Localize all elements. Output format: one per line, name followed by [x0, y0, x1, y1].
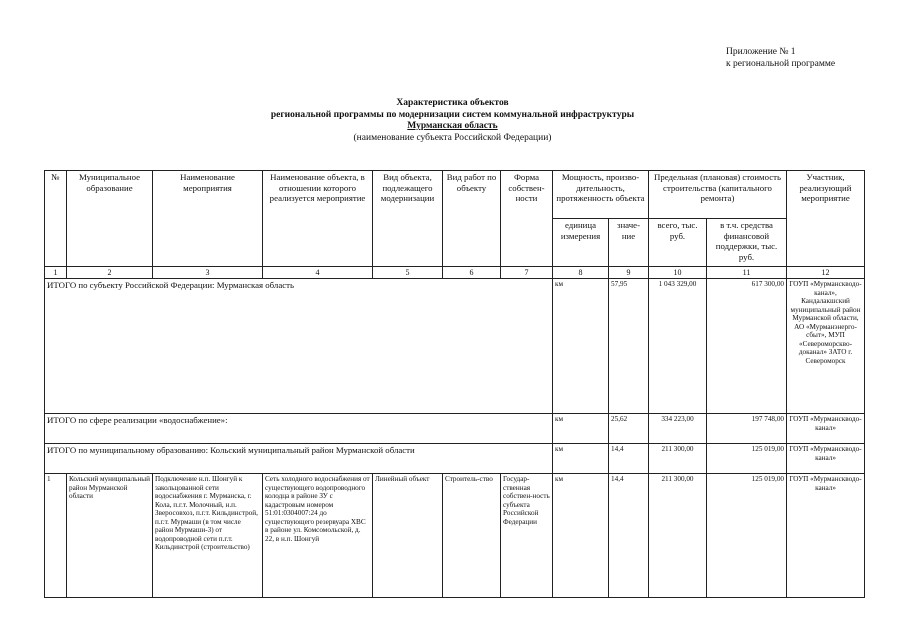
title-region: Мурманская область — [407, 121, 498, 131]
objects-table — [44, 170, 865, 598]
col-number: 4 — [263, 267, 373, 279]
total-subject-value: 57,95 — [609, 279, 649, 414]
row1-municipality: Кольский муниципальный район Мурманской области — [67, 474, 153, 598]
header-cost-support: в т.ч. средства финансовой поддержки, тыс. руб. — [707, 219, 787, 267]
col-number: 11 — [707, 267, 787, 279]
header-work-type: Вид работ по объекту — [443, 171, 501, 267]
header-object: Наименование объекта, в отношении которого реализуется мероприятие — [263, 171, 373, 267]
col-number: 6 — [443, 267, 501, 279]
row1-object-type: Линейный объект — [373, 474, 443, 598]
row1-unit: км — [553, 474, 609, 598]
appendix-note — [726, 46, 835, 70]
row1-object: Сеть холодного водоснабжения от существующего водопроводного колодца в районе ЗУ с кадастровым номером 51:01:0304007:24 до существующего резервуара ХВС в районе ул. Комсомольской, д. 22, в н.п. Шонгуй — [263, 474, 373, 598]
appendix-line-2: к региональной программе — [726, 59, 836, 69]
row1-support: 125 019,00 — [707, 474, 787, 598]
row1-work-type: Строитель-ство — [443, 474, 501, 598]
header-cost-total: всего, тыс. руб. — [649, 219, 707, 267]
header-object-type: Вид объекта, подлежащего модернизации — [373, 171, 443, 267]
total-water-label: ИТОГО по сфере реализации «водоснабжение»: — [45, 414, 553, 444]
total-subject-support: 617 300,00 — [707, 279, 787, 414]
col-number: 3 — [153, 267, 263, 279]
col-number: 7 — [501, 267, 553, 279]
total-municipal-label: ИТОГО по муниципальному образованию: Кольский муниципальный район Мурманской области — [45, 444, 553, 474]
row1-ownership: Государ-ственная собствен-ность субъекта Российской Федерации — [501, 474, 553, 598]
total-water-value: 25,62 — [609, 414, 649, 444]
total-subject-label: ИТОГО по субъекту Российской Федерации: Мурманская область — [45, 279, 553, 414]
total-subject-participant: ГОУП «Мурманскводо-канал», Кандалакшский муниципальный район Мурманской области, АО «Мурманэнерго-сбыт», МУП «Североморскво-доканал» ЗАТО г. Североморск — [787, 279, 865, 414]
row1-value: 14,4 — [609, 474, 649, 598]
title-line-1: Характеристика объектов — [396, 98, 509, 108]
header-ownership: Форма собствен-ности — [501, 171, 553, 267]
col-number: 8 — [553, 267, 609, 279]
row1-num: 1 — [45, 474, 67, 598]
header-capacity: Мощность, произво-дительность, протяженность объекта — [553, 171, 649, 219]
col-number: 5 — [373, 267, 443, 279]
total-water-total: 334 223,00 — [649, 414, 707, 444]
col-number: 12 — [787, 267, 865, 279]
header-capacity-value: значе-ние — [609, 219, 649, 267]
col-number: 2 — [67, 267, 153, 279]
header-cost: Предельная (плановая) стоимость строительства (капитального ремонта) — [649, 171, 787, 219]
header-municipality: Муниципальное образование — [67, 171, 153, 267]
total-municipal-unit: км — [553, 444, 609, 474]
total-municipal-participant: ГОУП «Мурманскводо-канал» — [787, 444, 865, 474]
total-subject-unit: км — [553, 279, 609, 414]
total-municipal-value: 14,4 — [609, 444, 649, 474]
header-measure: Наименование мероприятия — [153, 171, 263, 267]
total-municipal-support: 125 019,00 — [707, 444, 787, 474]
total-water-unit: км — [553, 414, 609, 444]
column-numbers-row — [45, 267, 865, 279]
total-subject-total: 1 043 329,00 — [649, 279, 707, 414]
total-water-participant: ГОУП «Мурманскводо-канал» — [787, 414, 865, 444]
col-number: 9 — [609, 267, 649, 279]
col-number: 10 — [649, 267, 707, 279]
total-municipal-row — [45, 444, 865, 474]
col-number: 1 — [45, 267, 67, 279]
title-note: (наименование субъекта Российской Федерации) — [353, 132, 552, 143]
appendix-line-1: Приложение № 1 — [726, 47, 796, 57]
row1-participant: ГОУП «Мурманскводо-канал» — [787, 474, 865, 598]
row1-total: 211 300,00 — [649, 474, 707, 598]
total-subject-row — [45, 279, 865, 414]
total-water-row — [45, 414, 865, 444]
header-row-1 — [45, 171, 865, 219]
header-participant: Участник, реализующий мероприятие — [787, 171, 865, 267]
total-water-support: 197 748,00 — [707, 414, 787, 444]
row1-measure: Подключение н.п. Шонгуй к закольцованной сети водоснабжения г. Мурманска, г. Кола, п.г.т. Молочный, н.п. Зверосовхоз, п.г.т. Кильдинстрой, п.г.т. Мурмаши (в том числе район Мурмаши-3) от водопроводной сети п.г.т. Кильдинстрой (строительство) — [153, 474, 263, 598]
header-num: № — [45, 171, 67, 267]
table-row — [45, 474, 865, 598]
title-line-2: региональной программы по модернизации систем коммунальной инфраструктуры — [270, 109, 635, 120]
total-municipal-total: 211 300,00 — [649, 444, 707, 474]
header-capacity-unit: единица измерения — [553, 219, 609, 267]
document-title — [0, 98, 905, 144]
